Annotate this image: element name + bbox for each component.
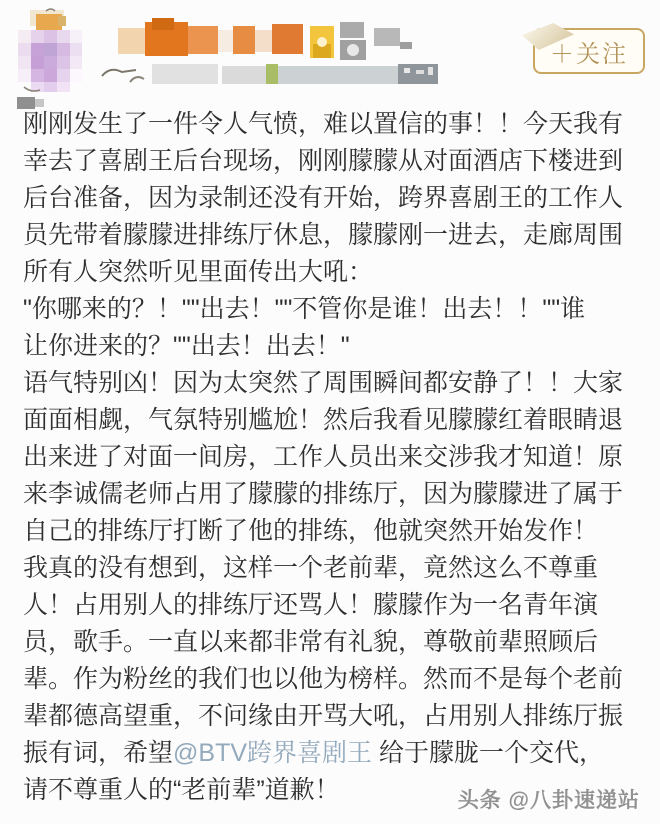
- post-text-line: 后台准备，因为录制还没有开始，跨界喜剧王的工作人: [23, 184, 624, 212]
- post-body: [23, 106, 645, 809]
- post-text-line: 员先带着朦朦进排练厅休息，朦朦刚一进去，走廊周围: [23, 221, 624, 249]
- avatar[interactable]: [18, 8, 82, 94]
- post-text-segment: 振有词，希望: [23, 739, 174, 767]
- vip-badge-icon: [310, 26, 334, 58]
- follow-button[interactable]: ＋关注: [533, 28, 645, 74]
- post-text-line: 幸去了喜剧王后台现场，刚刚朦朦从对面酒店下楼进到: [23, 147, 624, 175]
- post-text-line: 员，歌手。一直以来都非常有礼貌，尊敬前辈照顾后: [23, 628, 599, 656]
- post-text-line: 请不尊重人的“老前辈”道歉！: [23, 776, 340, 804]
- post-text-line: 辈。作为粉丝的我们也以他为榜样。然而不是每个老前: [23, 665, 624, 693]
- post-text-line: 自己的排练厅打断了他的排练，他就突然开始发作！: [23, 517, 599, 545]
- post-text-line: 出来进了对面一间房，工作人员出来交涉我才知道！原: [23, 443, 624, 471]
- post-text-line: 让你进来的？""出去！出去！": [23, 332, 350, 360]
- post-text-line: [23, 735, 645, 772]
- mention-link[interactable]: @BTV跨界喜剧王: [173, 739, 373, 767]
- post-text-line: 面面相觑，气氛特别尴尬！然后我看见朦朦红着眼睛退: [23, 406, 624, 434]
- username-redacted[interactable]: [100, 18, 440, 88]
- watermark-source-label: 头条 @八卦速递站: [457, 789, 640, 812]
- post-text-line: 我真的没有想到，这样一个老前辈，竟然这么不尊重: [23, 554, 599, 582]
- post-text-segment: 给于朦胧一个交代，: [372, 739, 604, 767]
- post-text-line: 辈都德高望重，不问缘由开骂大吼，占用别人排练厅振: [23, 702, 624, 730]
- timestamp-redacted: [102, 64, 438, 84]
- post-text-line: "你哪来的？！""出去！""不管你是谁！出去！！""谁: [23, 295, 586, 323]
- post-text-line: 刚刚发生了一件令人气愤，难以置信的事！！今天我有: [23, 110, 624, 138]
- post-text-line: 所有人突然听见里面传出大吼：: [23, 258, 374, 286]
- post-text-line: 语气特别凶！因为太突然了周围瞬间都安静了！！大家: [23, 369, 624, 397]
- post-text-line: 人！占用别人的排练厅还骂人！朦朦作为一名青年演: [23, 591, 599, 619]
- post-text-line: 来李诚儒老师占用了朦朦的排练厅，因为朦朦进了属于: [23, 480, 624, 508]
- membership-icons: [340, 22, 412, 60]
